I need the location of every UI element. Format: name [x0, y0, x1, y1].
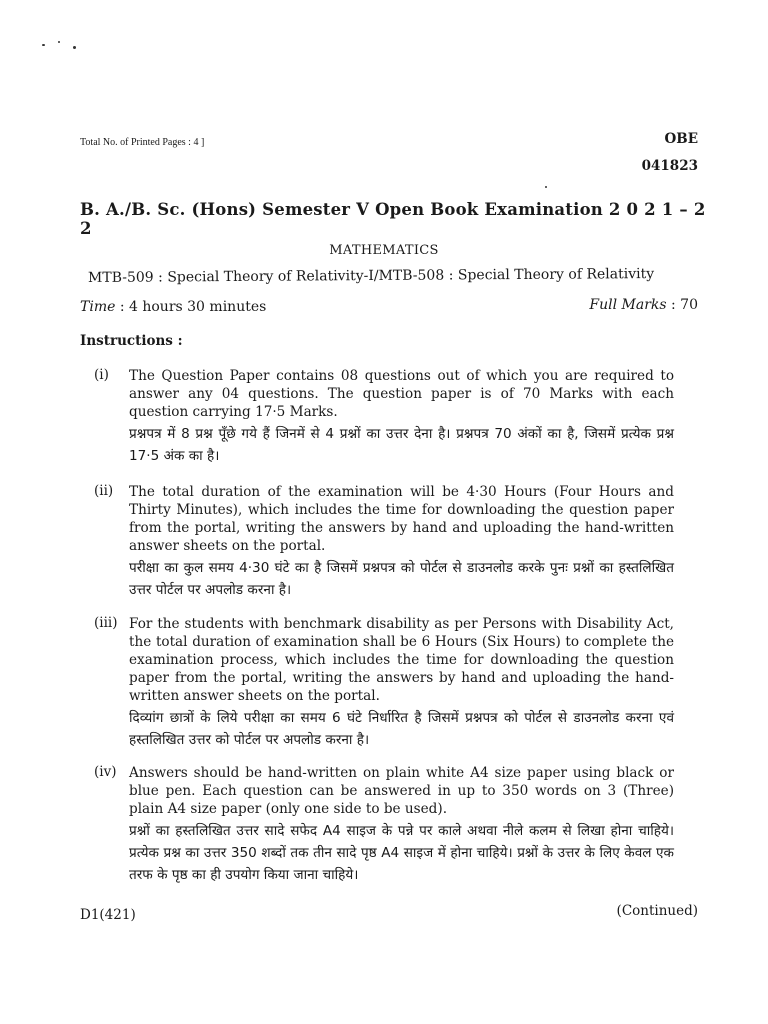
- instruction-item: [94, 615, 674, 751]
- instruction-item: [94, 483, 674, 601]
- exam-title: B. A./B. Sc. (Hons) Semester V Open Book Examination 2 0 2 1 – 2 2: [80, 200, 706, 238]
- time-value: : 4 hours 30 minutes: [115, 299, 267, 315]
- instruction-number: (iii): [94, 615, 118, 631]
- paper-code: 041823: [641, 158, 698, 174]
- instruction-english: The Question Paper contains 08 questions out of which you are required to answer any 04 questions. The question paper is of 70 Marks with each question carrying 17·5 Marks.: [129, 368, 674, 420]
- instruction-number: (iv): [94, 764, 117, 780]
- continued-label: (Continued): [616, 903, 698, 919]
- full-marks: [589, 297, 698, 313]
- scan-speck: [545, 186, 547, 188]
- instruction-number: (ii): [94, 483, 114, 499]
- marks-label: Full Marks: [589, 297, 667, 313]
- subject-name: MATHEMATICS: [329, 243, 439, 258]
- obe-label: OBE: [664, 131, 698, 147]
- marks-value: : 70: [666, 297, 698, 313]
- instruction-hindi: परीक्षा का कुल समय 4·30 घंटे का है जिसमें प्रश्नपत्र को पोर्टल से डाउनलोड करके पुनः प्रश्नों का हस्तलिखित उत्तर पोर्टल पर अपलोड करना है।: [129, 560, 674, 598]
- instruction-english: Answers should be hand-written on plain white A4 size paper using black or blue pen. Each question can be answered in up to 350 words on 3 (Three) plain A4 size paper (only one side to be used).: [129, 765, 674, 817]
- printed-pages-note: Total No. of Printed Pages : 4 ]: [80, 137, 205, 148]
- footer-code: D1(421): [80, 907, 136, 923]
- paper-name: MTB-509 : Special Theory of Relativity-I/MTB-508 : Special Theory of Relativity: [87, 266, 655, 286]
- instruction-english: The total duration of the examination will be 4·30 Hours (Four Hours and Thirty Minutes), which includes the time for downloading the question paper from the portal, writing the answers by hand and uploading the hand-written answer sheets on the portal.: [129, 484, 674, 554]
- scan-speck: [58, 41, 60, 43]
- time-label: Time: [80, 299, 116, 315]
- instruction-item: [94, 764, 674, 886]
- instruction-english: For the students with benchmark disability as per Persons with Disability Act, the total duration of examination shall be 6 Hours (Six Hours) to complete the examination process, which includes the time for downloading the question paper from the portal, writing the answers by hand and uploading the hand-written answer sheets on the portal.: [129, 616, 674, 704]
- time-allowed: [80, 299, 266, 315]
- instruction-hindi: प्रश्नों का हस्तलिखित उत्तर सादे सफेद A4 साइज के पन्ने पर काले अथवा नीले कलम से लिखा होना चाहिये। प्रत्येक प्रश्न का उत्तर 350 शब्दों तक तीन सादे पृष्ठ A4 साइज में होना चाहिये। प्रश्नों के उत्तर के लिए केवल एक तरफ के पृष्ठ का ही उपयोग किया जाना चाहिये।: [129, 823, 674, 883]
- instructions-heading: Instructions :: [80, 333, 183, 349]
- instruction-hindi: दिव्यांग छात्रों के लिये परीक्षा का समय 6 घंटे निर्धारित है जिसमें प्रश्नपत्र को पोर्टल से डाउनलोड करना एवं हस्तलिखित उत्तर को पोर्टल पर अपलोड करना है।: [129, 710, 674, 748]
- scan-speck: [73, 46, 76, 49]
- instruction-hindi: प्रश्नपत्र में 8 प्रश्न पूँछे गये हैं जिनमें से 4 प्रश्नों का उत्तर देना है। प्रश्नपत्र 70 अंकों का है, जिसमें प्रत्येक प्रश्न 17·5 अंक का है।: [129, 426, 674, 464]
- instruction-number: (i): [94, 367, 109, 383]
- scan-speck: [42, 44, 45, 46]
- instruction-item: [94, 367, 674, 467]
